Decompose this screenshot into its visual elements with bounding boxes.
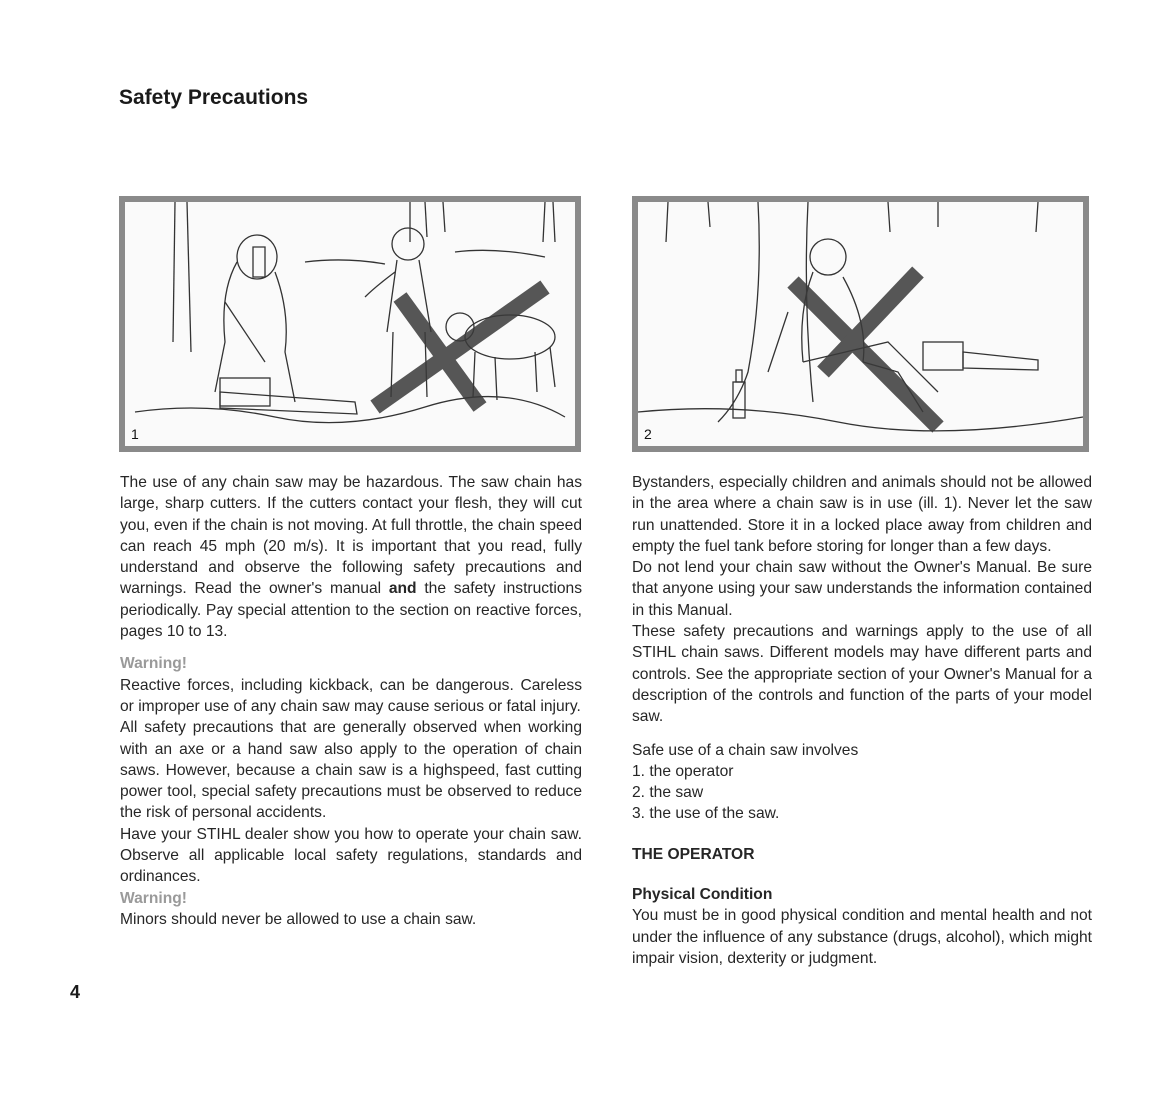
warning-text: Minors should never be allowed to use a chain saw. — [120, 910, 477, 928]
paragraph: Have your STIHL dealer show you how to operate your chain saw. Observe all applicable local safety regulations, standards and ordinances. — [120, 825, 582, 886]
list-item: 2. the saw — [632, 784, 704, 802]
chain-saw-unattended-illustration — [638, 202, 1083, 446]
warning-label: Warning! — [120, 655, 187, 673]
page-number: 4 — [70, 982, 81, 1002]
right-column — [632, 472, 1092, 969]
warning-label: Warning! — [120, 889, 187, 907]
paragraph: Do not lend your chain saw without the Owner's Manual. Be sure that anyone using your saw understands the information contained in this Manual. — [632, 559, 1092, 619]
left-column — [120, 472, 582, 930]
illustration-number: 1 — [131, 426, 139, 442]
intro-paragraph: The use of any chain saw may be hazardous. The saw chain has large, sharp cutters. If the cutters contact your flesh, they will cut you, even if the chain is not moving. At full throttle, the chain speed can reach 45 mph (20 m/s). It is important that you read, fully understand and observe the following safety precautions and warnings. Read the owner's manual and the safety instructions periodically. Pay special attention to the section on reactive forces, pages 10 to 13. — [120, 474, 582, 641]
subsection-heading: Physical Condition — [632, 886, 773, 904]
illustration-1 — [119, 196, 581, 452]
chain-saw-bystanders-illustration — [125, 202, 575, 446]
list-item: 3. the use of the saw. — [632, 805, 780, 823]
paragraph: All safety precautions that are generally observed when working with an axe or a hand saw also apply to the operation of chain saws. However, because a chain saw is a highspeed, fast cutting power tool, special safety precautions must be observed to reduce the risk of personal accidents. — [120, 719, 582, 822]
list-item: 1. the operator — [632, 762, 734, 780]
page-title: Safety Precautions — [119, 86, 309, 109]
paragraph: Bystanders, especially children and animals should not be allowed in the area where a chain saw is in use (ill. 1). Never let the saw run unattended. Store it in a locked place away from children and empty the fuel tank before storing for longer than a few days. — [632, 474, 1092, 555]
warning-text: Reactive forces, including kickback, can be dangerous. Careless or improper use of any chain saw may cause serious or fatal injury. — [120, 676, 582, 715]
paragraph: These safety precautions and warnings apply to the use of all STIHL chain saws. Different models may have different parts and controls. See the appropriate section of your Owner's Manual for a description of the controls and function of the parts of your model saw. — [632, 623, 1092, 726]
section-heading: THE OPERATOR — [632, 845, 755, 863]
illustration-2 — [632, 196, 1089, 452]
paragraph: You must be in good physical condition and mental health and not under the influence of any substance (drugs, alcohol), which might impair vision, dexterity or judgment. — [632, 907, 1092, 967]
illustration-number: 2 — [644, 426, 652, 442]
paragraph: Safe use of a chain saw involves — [632, 741, 859, 759]
